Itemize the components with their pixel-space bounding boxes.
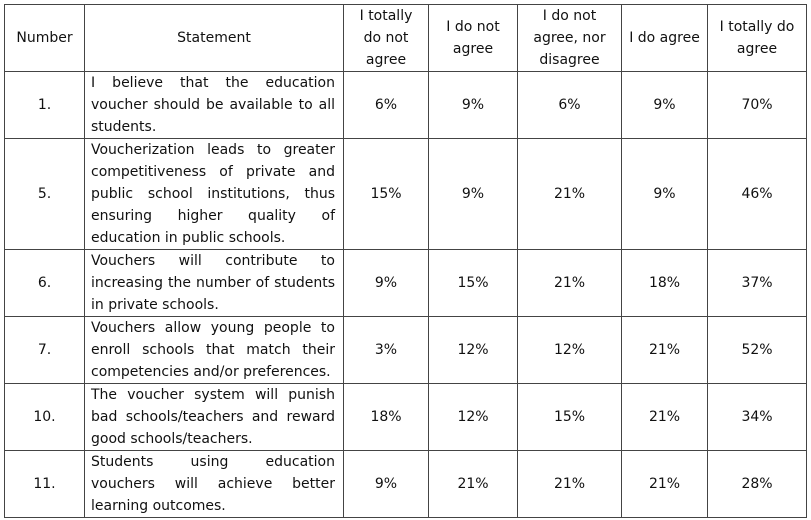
value-totally-agree: 52% — [708, 317, 807, 384]
value-disagree: 9% — [429, 72, 518, 139]
row-number: 1. — [5, 72, 85, 139]
header-number: Number — [5, 5, 85, 72]
value-totally-agree: 34% — [708, 384, 807, 451]
row-number: 7. — [5, 317, 85, 384]
table-row — [5, 384, 807, 451]
value-agree: 21% — [622, 451, 708, 518]
value-totally-agree: 46% — [708, 139, 807, 250]
header-statement: Statement — [85, 5, 344, 72]
row-statement: Students using education vouchers will achieve better learning outcomes. — [85, 451, 344, 518]
table-row — [5, 317, 807, 384]
value-totally-agree: 37% — [708, 250, 807, 317]
value-totally-disagree: 15% — [344, 139, 429, 250]
value-disagree: 21% — [429, 451, 518, 518]
survey-table — [4, 4, 807, 518]
value-disagree: 12% — [429, 384, 518, 451]
value-disagree: 15% — [429, 250, 518, 317]
row-number: 6. — [5, 250, 85, 317]
value-totally-disagree: 6% — [344, 72, 429, 139]
value-agree: 9% — [622, 72, 708, 139]
table-row — [5, 72, 807, 139]
row-statement: Vouchers allow young people to enroll schools that match their competencies and/or preferences. — [85, 317, 344, 384]
row-statement: The voucher system will punish bad schools/teachers and reward good schools/teachers. — [85, 384, 344, 451]
value-neutral: 12% — [518, 317, 622, 384]
value-disagree: 9% — [429, 139, 518, 250]
value-totally-agree: 28% — [708, 451, 807, 518]
table-row — [5, 451, 807, 518]
value-disagree: 12% — [429, 317, 518, 384]
header-agree: I do agree — [622, 5, 708, 72]
row-statement: I believe that the education voucher should be available to all students. — [85, 72, 344, 139]
header-neutral: I do not agree, nor disagree — [518, 5, 622, 72]
value-totally-disagree: 3% — [344, 317, 429, 384]
table-row — [5, 250, 807, 317]
value-totally-disagree: 9% — [344, 250, 429, 317]
value-agree: 21% — [622, 317, 708, 384]
value-neutral: 21% — [518, 250, 622, 317]
value-agree: 21% — [622, 384, 708, 451]
row-statement: Vouchers will contribute to increasing the number of students in private schools. — [85, 250, 344, 317]
value-neutral: 15% — [518, 384, 622, 451]
value-agree: 18% — [622, 250, 708, 317]
header-disagree: I do not agree — [429, 5, 518, 72]
header-totally-disagree: I totally do not agree — [344, 5, 429, 72]
value-agree: 9% — [622, 139, 708, 250]
value-neutral: 6% — [518, 72, 622, 139]
header-totally-agree: I totally do agree — [708, 5, 807, 72]
row-number: 10. — [5, 384, 85, 451]
value-neutral: 21% — [518, 139, 622, 250]
row-number: 5. — [5, 139, 85, 250]
value-totally-agree: 70% — [708, 72, 807, 139]
value-totally-disagree: 9% — [344, 451, 429, 518]
header-row — [5, 5, 807, 72]
value-totally-disagree: 18% — [344, 384, 429, 451]
row-statement: Voucherization leads to greater competitiveness of private and public school institutions, thus ensuring higher quality of education in public schools. — [85, 139, 344, 250]
table-row — [5, 139, 807, 250]
value-neutral: 21% — [518, 451, 622, 518]
row-number: 11. — [5, 451, 85, 518]
